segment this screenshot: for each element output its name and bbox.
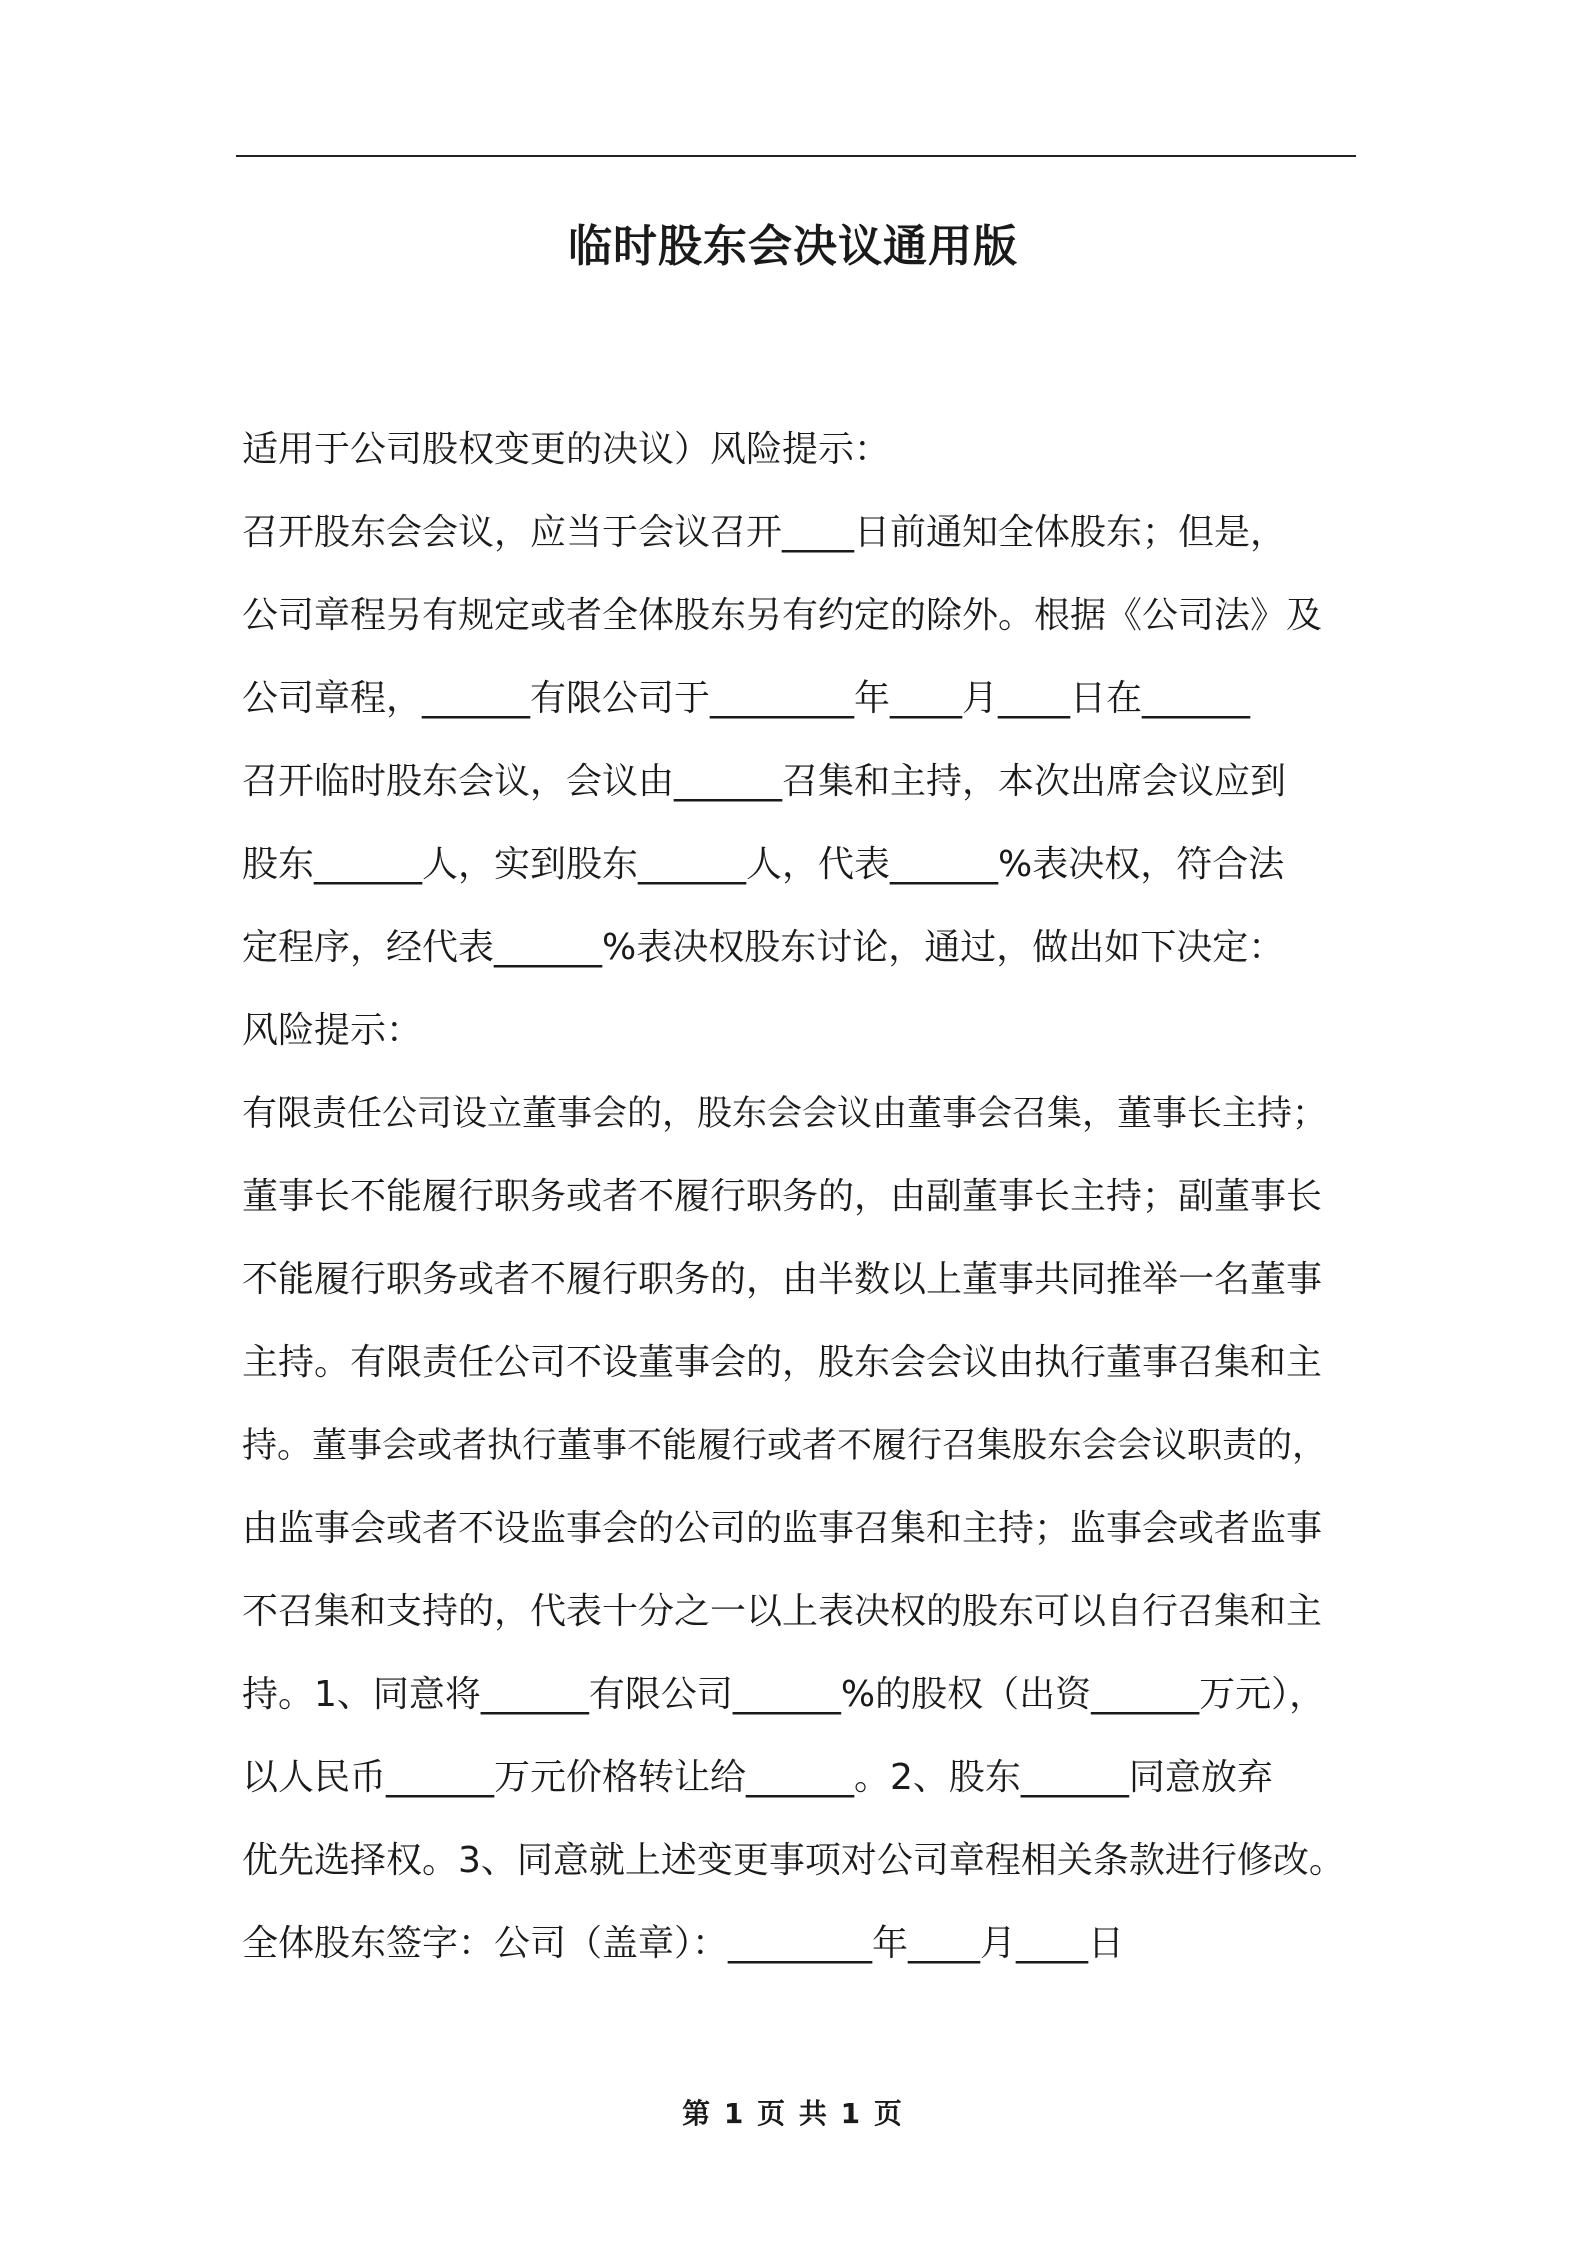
body-line: 不能履行职务或者不履行职务的，由半数以上董事共同推举一名董事	[242, 1258, 1323, 1300]
header-rule	[236, 155, 1356, 157]
body-line: 股东______人，实到股东______人，代表______%表决权，符合法	[242, 843, 1285, 885]
body-line: 风险提示：	[242, 1009, 423, 1051]
body-line: 适用于公司股权变更的决议）风险提示：	[242, 428, 891, 470]
page-number-footer: 第 1 页 共 1 页	[682, 2097, 904, 2130]
body-line: 公司章程，______有限公司于________年____月____日在______	[242, 677, 1251, 719]
body-line: 有限责任公司设立董事会的，股东会会议由董事会召集，董事长主持；	[242, 1093, 1328, 1134]
body-line: 董事长不能履行职务或者不履行职务的，由副董事长主持；副董事长	[242, 1175, 1323, 1217]
body-line: 定程序，经代表______%表决权股东讨论，通过，做出如下决定：	[242, 926, 1285, 968]
body-line: 优先选择权。3、同意就上述变更事项对公司章程相关条款进行修改。	[242, 1839, 1345, 1881]
body-line: 由监事会或者不设监事会的公司的监事召集和主持；监事会或者监事	[242, 1507, 1323, 1549]
body-line: 不召集和支持的，代表十分之一以上表决权的股东可以自行召集和主	[242, 1590, 1323, 1632]
body-line: 以人民币______万元价格转让给______。2、股东______同意放弃	[242, 1756, 1273, 1798]
document-body	[242, 408, 1356, 1985]
document-title: 临时股东会决议通用版	[568, 221, 1018, 272]
body-line: 公司章程另有规定或者全体股东另有约定的除外。根据《公司法》及	[242, 594, 1323, 636]
body-line: 主持。有限责任公司不设董事会的，股东会会议由执行董事召集和主	[242, 1341, 1323, 1383]
signature-line: 全体股东签字：公司（盖章）：________年____月____日	[242, 1922, 1125, 1964]
body-line: 召开股东会会议，应当于会议召开____日前通知全体股东；但是，	[242, 511, 1287, 553]
body-line: 召开临时股东会议，会议由______召集和主持，本次出席会议应到	[242, 760, 1287, 802]
body-line: 持。董事会或者执行董事不能履行或者不履行召集股东会会议职责的，	[242, 1425, 1328, 1466]
body-line: 持。1、同意将______有限公司______%的股权（出资______万元），	[242, 1673, 1326, 1715]
